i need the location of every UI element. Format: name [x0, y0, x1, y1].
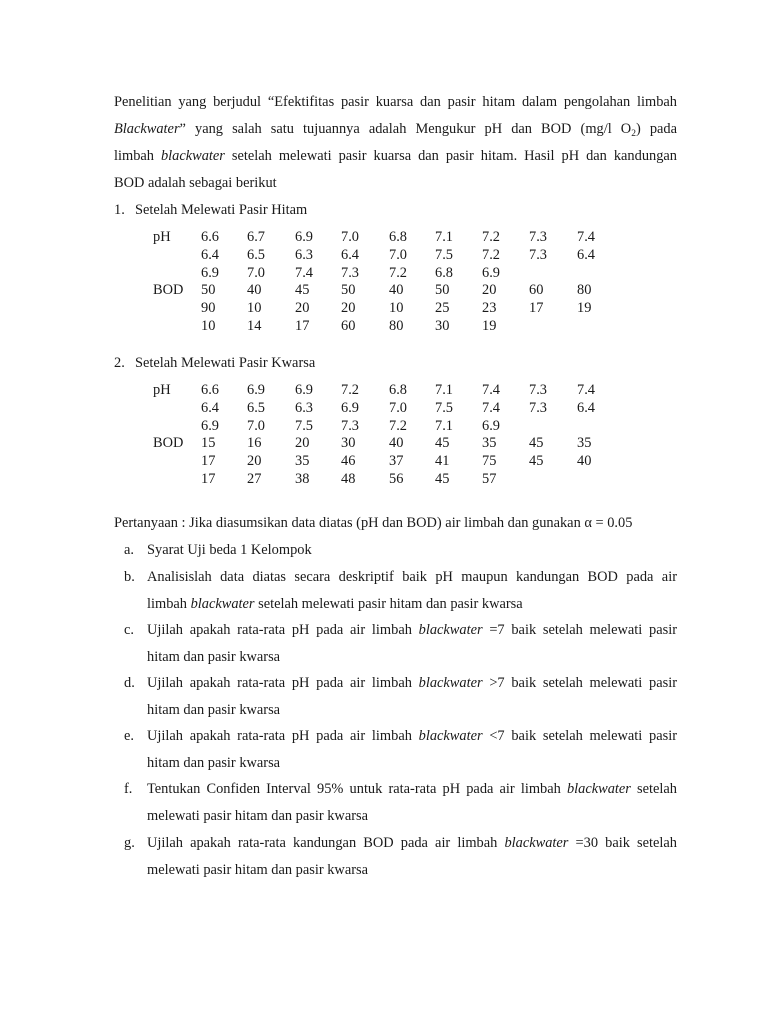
ph-value: 7.3 [529, 382, 547, 398]
ph-value: 6.9 [341, 399, 359, 416]
ph-value: 7.2 [482, 229, 500, 245]
bod-value: 56 [389, 471, 404, 487]
question-letter: e. [124, 728, 134, 744]
ph-value: 7.1 [435, 417, 453, 434]
intro-line-2 [114, 116, 677, 143]
bod-value: 60 [529, 282, 544, 299]
ph-value: 6.8 [389, 229, 407, 245]
ph-value: 7.2 [389, 417, 407, 434]
ph-value: 7.3 [529, 399, 547, 416]
bod-value: 15 [201, 435, 216, 452]
section-1-number: 1. [114, 202, 125, 218]
ph-row [153, 228, 613, 246]
ph-value: 7.4 [577, 382, 595, 398]
question-line-1 [147, 670, 677, 697]
bod-value: 30 [435, 318, 450, 334]
ph-value: 6.8 [389, 382, 407, 398]
question-text: Syarat Uji beda 1 Kelompok [147, 542, 312, 558]
ph-value: 6.9 [247, 382, 265, 398]
bod-value: 37 [389, 453, 404, 470]
bod-value: 30 [341, 435, 356, 452]
blackwater-term: blackwater [418, 728, 483, 744]
intro-line-1: Penelitian yang berjudul “Efektifitas pasir kuarsa dan pasir hitam dalam pengolahan limbah [114, 94, 677, 110]
bod-label: BOD [153, 282, 184, 299]
ph-value: 7.5 [435, 246, 453, 263]
bod-value: 17 [529, 300, 544, 317]
ph-value: 7.5 [295, 417, 313, 434]
question-letter: a. [124, 542, 134, 558]
ph-label: pH [153, 229, 171, 245]
text-part: Tentukan Confiden Interval 95% untuk rata-rata pH pada air limbah [147, 781, 567, 797]
question-line-2: hitam dan pasir kwarsa [147, 755, 281, 771]
ph-value: 7.4 [482, 382, 500, 398]
ph-row [153, 246, 613, 264]
intro-line-2-end: ) pada [635, 121, 677, 137]
ph-value: 6.4 [201, 399, 219, 416]
section-2-title: Setelah Melewati Pasir Kwarsa [135, 355, 316, 371]
text-part: <7 baik setelah melewati pasir [482, 728, 677, 744]
bod-value: 19 [482, 318, 497, 334]
question-line-1 [147, 723, 677, 750]
ph-value: 7.4 [295, 264, 313, 281]
text-part: >7 baik setelah melewati pasir [482, 675, 677, 691]
question-letter: g. [124, 835, 135, 851]
bod-row [153, 299, 613, 317]
ph-value: 7.3 [529, 229, 547, 245]
bod-value: 40 [247, 282, 262, 299]
ph-value: 6.5 [247, 246, 265, 263]
ph-value: 6.6 [201, 382, 219, 398]
ph-value: 6.4 [201, 246, 219, 263]
bod-value: 45 [295, 282, 310, 299]
question-line-1: Analisislah data diatas secara deskriptif baik pH maupun kandungan BOD pada air [147, 569, 677, 585]
question-line-1 [147, 617, 677, 644]
bod-value: 17 [295, 318, 310, 334]
bod-value: 35 [295, 453, 310, 470]
blackwater-term: blackwater [504, 835, 569, 851]
bod-value: 45 [435, 471, 450, 487]
ph-value: 7.0 [341, 229, 359, 245]
ph-value: 7.3 [341, 417, 359, 434]
intro-line-3-start: limbah [114, 148, 161, 164]
ph-value: 6.4 [577, 399, 595, 416]
bod-value: 16 [247, 435, 262, 452]
bod-value: 20 [295, 300, 310, 317]
bod-value: 41 [435, 453, 450, 470]
question-intro: Pertanyaan : Jika diasumsikan data diatas (pH dan BOD) air limbah dan gunakan α = 0.05 [114, 515, 633, 531]
bod-value: 80 [577, 282, 592, 299]
ph-value: 6.9 [295, 382, 313, 398]
bod-value: 17 [201, 471, 216, 487]
intro-line-4: BOD adalah sebagai berikut [114, 175, 277, 191]
bod-value: 10 [201, 318, 216, 334]
ph-value: 6.6 [201, 229, 219, 245]
bod-row [153, 281, 613, 299]
ph-value: 7.0 [389, 246, 407, 263]
intro-paragraph [114, 89, 677, 197]
question-line-1 [147, 830, 677, 857]
intro-line-2-text: ” yang salah satu tujuannya adalah Mengukur pH dan BOD (mg/l O [179, 121, 632, 137]
section-1-title: Setelah Melewati Pasir Hitam [135, 202, 308, 218]
bod-value: 50 [201, 282, 216, 299]
ph-value: 6.8 [435, 264, 453, 281]
question-line-2: hitam dan pasir kwarsa [147, 702, 281, 718]
bod-row [153, 317, 613, 335]
bod-row [153, 452, 613, 470]
question-letter: c. [124, 622, 134, 638]
ph-value: 6.4 [341, 246, 359, 263]
section-2-number: 2. [114, 355, 125, 371]
ph-row [153, 417, 613, 435]
ph-row [153, 381, 613, 399]
ph-value: 7.3 [341, 264, 359, 281]
bod-value: 40 [577, 453, 592, 470]
blackwater-term: blackwater [160, 148, 225, 164]
ph-value: 7.4 [482, 399, 500, 416]
ph-value: 7.1 [435, 229, 453, 245]
ph-value: 7.0 [389, 399, 407, 416]
blackwater-term: blackwater [418, 622, 483, 638]
ph-value: 7.0 [247, 417, 265, 434]
question-line-1 [147, 776, 677, 803]
ph-value: 6.5 [247, 399, 265, 416]
question-line-2: hitam dan pasir kwarsa [147, 649, 281, 665]
bod-value: 19 [577, 300, 592, 317]
bod-value: 20 [341, 300, 356, 317]
bod-value: 14 [247, 318, 262, 334]
bod-value: 10 [247, 300, 262, 317]
text-part: Ujilah apakah rata-rata pH pada air limbah [147, 675, 419, 691]
ph-value: 6.3 [295, 399, 313, 416]
question-line-2: melewati pasir hitam dan pasir kwarsa [147, 862, 368, 878]
blackwater-term: blackwater [190, 596, 255, 612]
subscript-2: 2 [631, 129, 636, 139]
bod-value: 25 [435, 300, 450, 317]
text-part: =30 baik setelah [568, 835, 678, 851]
blackwater-term: blackwater [566, 781, 631, 797]
bod-value: 35 [577, 435, 592, 452]
bod-value: 80 [389, 318, 404, 334]
text-part: Ujilah apakah rata-rata pH pada air limbah [147, 622, 419, 638]
ph-value: 6.9 [295, 229, 313, 245]
text-part: setelah melewati pasir hitam dan pasir kwarsa [254, 596, 523, 612]
question-line-2: melewati pasir hitam dan pasir kwarsa [147, 808, 368, 824]
ph-value: 6.9 [201, 417, 219, 434]
ph-value: 7.0 [247, 264, 265, 281]
bod-value: 60 [341, 318, 356, 334]
bod-value: 20 [295, 435, 310, 452]
bod-value: 45 [529, 435, 544, 452]
ph-row [153, 399, 613, 417]
bod-value: 10 [389, 300, 404, 317]
ph-value: 6.3 [295, 246, 313, 263]
text-part: setelah [630, 781, 677, 797]
question-letter: d. [124, 675, 135, 691]
bod-row [153, 434, 613, 452]
bod-value: 40 [389, 435, 404, 452]
ph-value: 6.7 [247, 229, 265, 245]
ph-value: 7.4 [577, 229, 595, 245]
ph-row [153, 264, 613, 282]
blackwater-term: Blackwater [114, 121, 180, 137]
ph-value: 7.3 [529, 246, 547, 263]
bod-value: 45 [435, 435, 450, 452]
ph-value: 7.2 [482, 246, 500, 263]
bod-value: 17 [201, 453, 216, 470]
text-part: Ujilah apakah rata-rata kandungan BOD pada air limbah [147, 835, 505, 851]
intro-line-3 [114, 143, 677, 170]
bod-value: 75 [482, 453, 497, 470]
bod-value: 90 [201, 300, 216, 317]
bod-value: 50 [435, 282, 450, 299]
bod-value: 50 [341, 282, 356, 299]
text-part: Ujilah apakah rata-rata pH pada air limbah [147, 728, 419, 744]
question-letter: f. [124, 781, 133, 797]
bod-value: 20 [247, 453, 262, 470]
bod-value: 27 [247, 471, 262, 487]
ph-value: 6.9 [482, 417, 500, 434]
question-line-2 [147, 591, 677, 618]
bod-value: 45 [529, 453, 544, 470]
bod-value: 40 [389, 282, 404, 299]
ph-value: 6.9 [482, 264, 500, 281]
ph-value: 7.2 [389, 264, 407, 281]
bod-value: 57 [482, 471, 497, 487]
bod-label: BOD [153, 435, 184, 452]
text-part: =7 baik setelah melewati pasir [482, 622, 677, 638]
intro-line-3-end: setelah melewati pasir kuarsa dan pasir hitam. Hasil pH dan kandungan [224, 148, 677, 164]
blackwater-term: blackwater [418, 675, 483, 691]
ph-value: 6.4 [577, 246, 595, 263]
bod-value: 46 [341, 453, 356, 470]
question-letter: b. [124, 569, 135, 585]
bod-value: 38 [295, 471, 310, 487]
ph-value: 6.9 [201, 264, 219, 281]
text-part: limbah [147, 596, 191, 612]
bod-value: 20 [482, 282, 497, 299]
ph-label: pH [153, 382, 171, 398]
ph-value: 7.2 [341, 382, 359, 398]
bod-row [153, 470, 613, 488]
ph-value: 7.5 [435, 399, 453, 416]
bod-value: 23 [482, 300, 497, 317]
ph-value: 7.1 [435, 382, 453, 398]
bod-value: 48 [341, 471, 356, 487]
bod-value: 35 [482, 435, 497, 452]
